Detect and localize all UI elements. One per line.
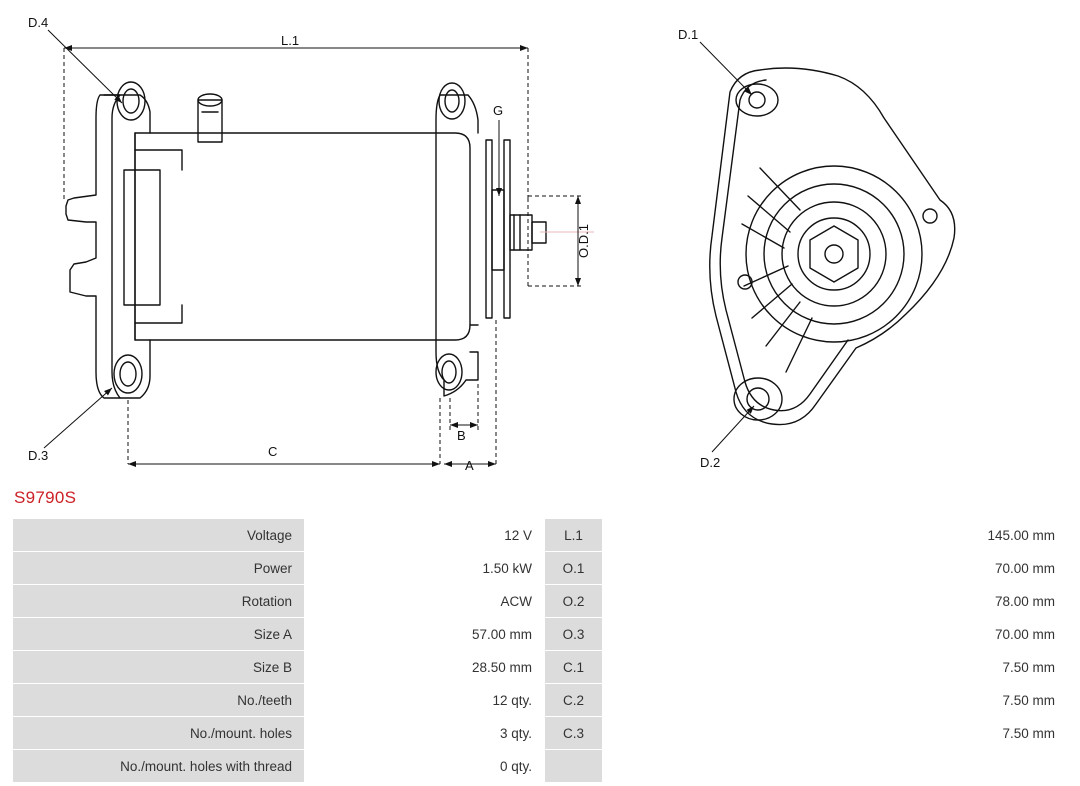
spec-value2-empty <box>603 750 1068 783</box>
table-row <box>13 585 1068 618</box>
table-row <box>13 684 1068 717</box>
spec-value: 1.50 kW <box>305 552 545 585</box>
table-row <box>13 552 1068 585</box>
label-c: C <box>268 444 278 459</box>
spec-key: Voltage <box>13 519 305 552</box>
spec-value: ACW <box>305 585 545 618</box>
spec-value2: 145.00 mm <box>603 519 1068 552</box>
spec-value: 28.50 mm <box>305 651 545 684</box>
label-b: B <box>457 428 466 443</box>
front-view-drawing <box>710 68 955 425</box>
table-row <box>13 519 1068 552</box>
side-view-drawing <box>66 82 546 398</box>
spec-key: Size B <box>13 651 305 684</box>
spec-key2: L.1 <box>545 519 603 552</box>
spec-key2: C.1 <box>545 651 603 684</box>
spec-key: Size A <box>13 618 305 651</box>
table-row <box>13 618 1068 651</box>
spec-value2: 7.50 mm <box>603 684 1068 717</box>
spec-key2-empty <box>545 750 603 783</box>
spec-key2: O.3 <box>545 618 603 651</box>
table-row <box>13 717 1068 750</box>
specifications-table <box>12 518 1068 783</box>
spec-key: Rotation <box>13 585 305 618</box>
label-d1: D.1 <box>678 27 699 42</box>
spec-value: 3 qty. <box>305 717 545 750</box>
label-d2: D.2 <box>700 455 721 470</box>
spec-key2: C.3 <box>545 717 603 750</box>
label-d4: D.4 <box>28 15 49 30</box>
part-number: S9790S <box>14 488 77 507</box>
label-a: A <box>465 458 474 473</box>
spec-key2: C.2 <box>545 684 603 717</box>
spec-key: No./mount. holes with thread <box>13 750 305 783</box>
spec-key: No./teeth <box>13 684 305 717</box>
spec-key: Power <box>13 552 305 585</box>
label-od1: O.D.1 <box>576 224 591 258</box>
spec-table-body <box>13 519 1068 783</box>
spec-key: No./mount. holes <box>13 717 305 750</box>
spec-value2: 7.50 mm <box>603 651 1068 684</box>
spec-value: 12 qty. <box>305 684 545 717</box>
spec-value2: 70.00 mm <box>603 618 1068 651</box>
spec-value: 57.00 mm <box>305 618 545 651</box>
spec-value2: 70.00 mm <box>603 552 1068 585</box>
table-row <box>13 651 1068 684</box>
spec-value2: 7.50 mm <box>603 717 1068 750</box>
table-row <box>13 750 1068 783</box>
spec-value2: 78.00 mm <box>603 585 1068 618</box>
spec-value: 12 V <box>305 519 545 552</box>
label-g: G <box>493 103 504 118</box>
spec-key2: O.1 <box>545 552 603 585</box>
label-l1: L.1 <box>281 33 300 48</box>
label-d3: D.3 <box>28 448 49 463</box>
spec-key2: O.2 <box>545 585 603 618</box>
spec-value: 0 qty. <box>305 750 545 783</box>
